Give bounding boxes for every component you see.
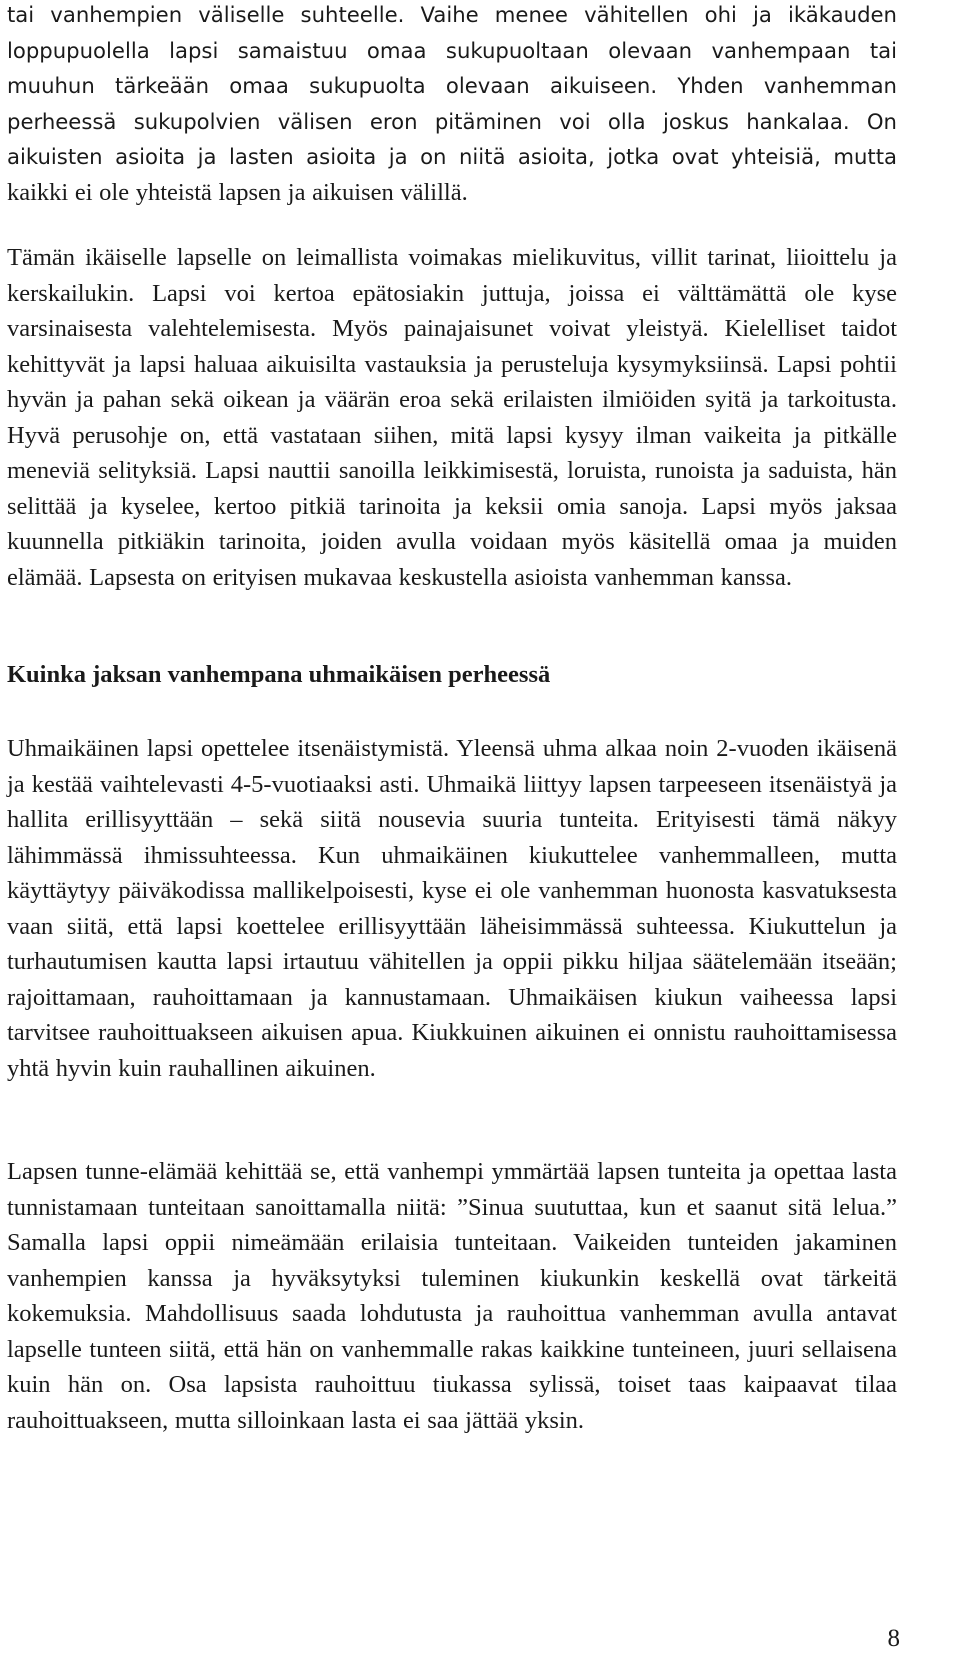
paragraph-imagination: Tämän ikäiselle lapselle on leimallista voimakas mielikuvitus, villit tarinat, liioittelu ja kerskailukin. Lapsi voi kertoa epätosiakin juttuja, joissa ei välttämättä ole kyse varsinaisesta valehtelemisesta. Myös painajaisunet voivat yleistyä. Kielelliset taidot kehittyvät ja lapsi haluaa aikuisilta vastauksia ja perusteluja kysymyksiinsä. Lapsi pohtii hyvän ja pahan sekä oikean ja väärän eroa sekä erilaisten ilmiöiden syitä ja tarkoitusta. Hyvä perusohje on, että vastataan siihen, mitä lapsi kysyy ilman vaikeita ja pitkälle meneviä selityksiä. Lapsi nauttii sanoilla leikkimisestä, loruista, runoista ja saduista, hän selittää ja kyselee, kertoo pitkiä tarinoita ja keksii omia sanoja. Lapsi myös jaksaa kuunnella pitkiäkin tarinoita, joiden avulla voidaan myös käsitellä omaa ja muiden elämää. Lapsesta on erityisen mukavaa keskustella asioista vanhemman kanssa.: [7, 244, 897, 591]
paragraph-defiance-age: Uhmaikäinen lapsi opettelee itsenäistymistä. Yleensä uhma alkaa noin 2-vuoden ikäisenä ja kestää vaihtelevasti 4-5-vuotiaaksi asti. Uhmaikä liittyy lapsen tarpeeseen itsenäistyä ja hallita erillisyyttään – sekä siitä nousevia suuria tunteita. Erityisesti tämä näkyy lähimmässä ihmissuhteessa. Kun uhmaikäinen kiukuttelee vanhemmalleen, mutta käyttäytyy päiväkodissa mallikelpoisesti, kyse ei ole vanhemman huonosta kasvatuksesta vaan siitä, että lapsi koettelee erillisyyttään läheisimmässä suhteessa. Kiukuttelun ja turhautumisen kautta lapsi irtautuu vähitellen ja oppii pikku hiljaa säätelemään itseään; rajoittamaan, rauhoittamaan ja kannustamaan. Uhmaikäisen kiukun vaiheessa lapsi tarvitsee rauhoittuakseen aikuisen apua. Kiukkuinen aikuinen ei onnistu rauhoittamisessa yhtä hyvin kuin rauhallinen aikuinen.: [7, 735, 897, 1082]
paragraph-emotional-life: Lapsen tunne-elämää kehittää se, että vanhempi ymmärtää lapsen tunteita ja opettaa lasta tunnistamaan tunteitaan sanoittamalla niitä: ”Sinua suututtaa, kun et saanut sitä lelua.” Samalla lapsi oppii nimeämään erilaisia tunteitaan. Vaikeiden tunteiden jakaminen vanhempien kanssa ja hyväksytyksi tuleminen kiukunkin keskellä ovat tärkeitä kokemuksia. Mahdollisuus saada lohdutusta ja rauhoittua vanhemman avulla antavat lapselle tunteen siitä, että hän on vanhemmalle rakas kaikkine tunteineen, juuri sellaisena kuin hän on. Osa lapsista rauhoittuu tiukassa sylissä, toiset taas kaipaavat tilaa rauhoittuakseen, mutta silloinkaan lasta ei saa jättää yksin.: [7, 1158, 897, 1434]
paragraph-serif-text: kaikki ei ole yhteistä lapsen ja aikuisen välillä.: [7, 178, 468, 206]
paragraph-sans-text: tai vanhempien väliselle suhteelle. Vaihe menee vähitellen ohi ja ikäkauden loppupuolella lapsi samaistuu omaa sukupuoltaan olevaan vanhempaan tai muuhun tärkeään omaa sukupuolta olevaan aikuiseen. Yhden vanhemman perheessä sukupolvien välisen eron pitäminen voi olla joskus hankalaa. On aikuisten asioita ja lasten asioita ja on niitä asioita, jotka ovat yhteisiä, mutta: [7, 2, 897, 169]
paragraph-family-dynamics: [7, 0, 897, 210]
section-heading: Kuinka jaksan vanhempana uhmaikäisen perheessä: [7, 661, 551, 688]
page-number: 8: [887, 1625, 900, 1652]
